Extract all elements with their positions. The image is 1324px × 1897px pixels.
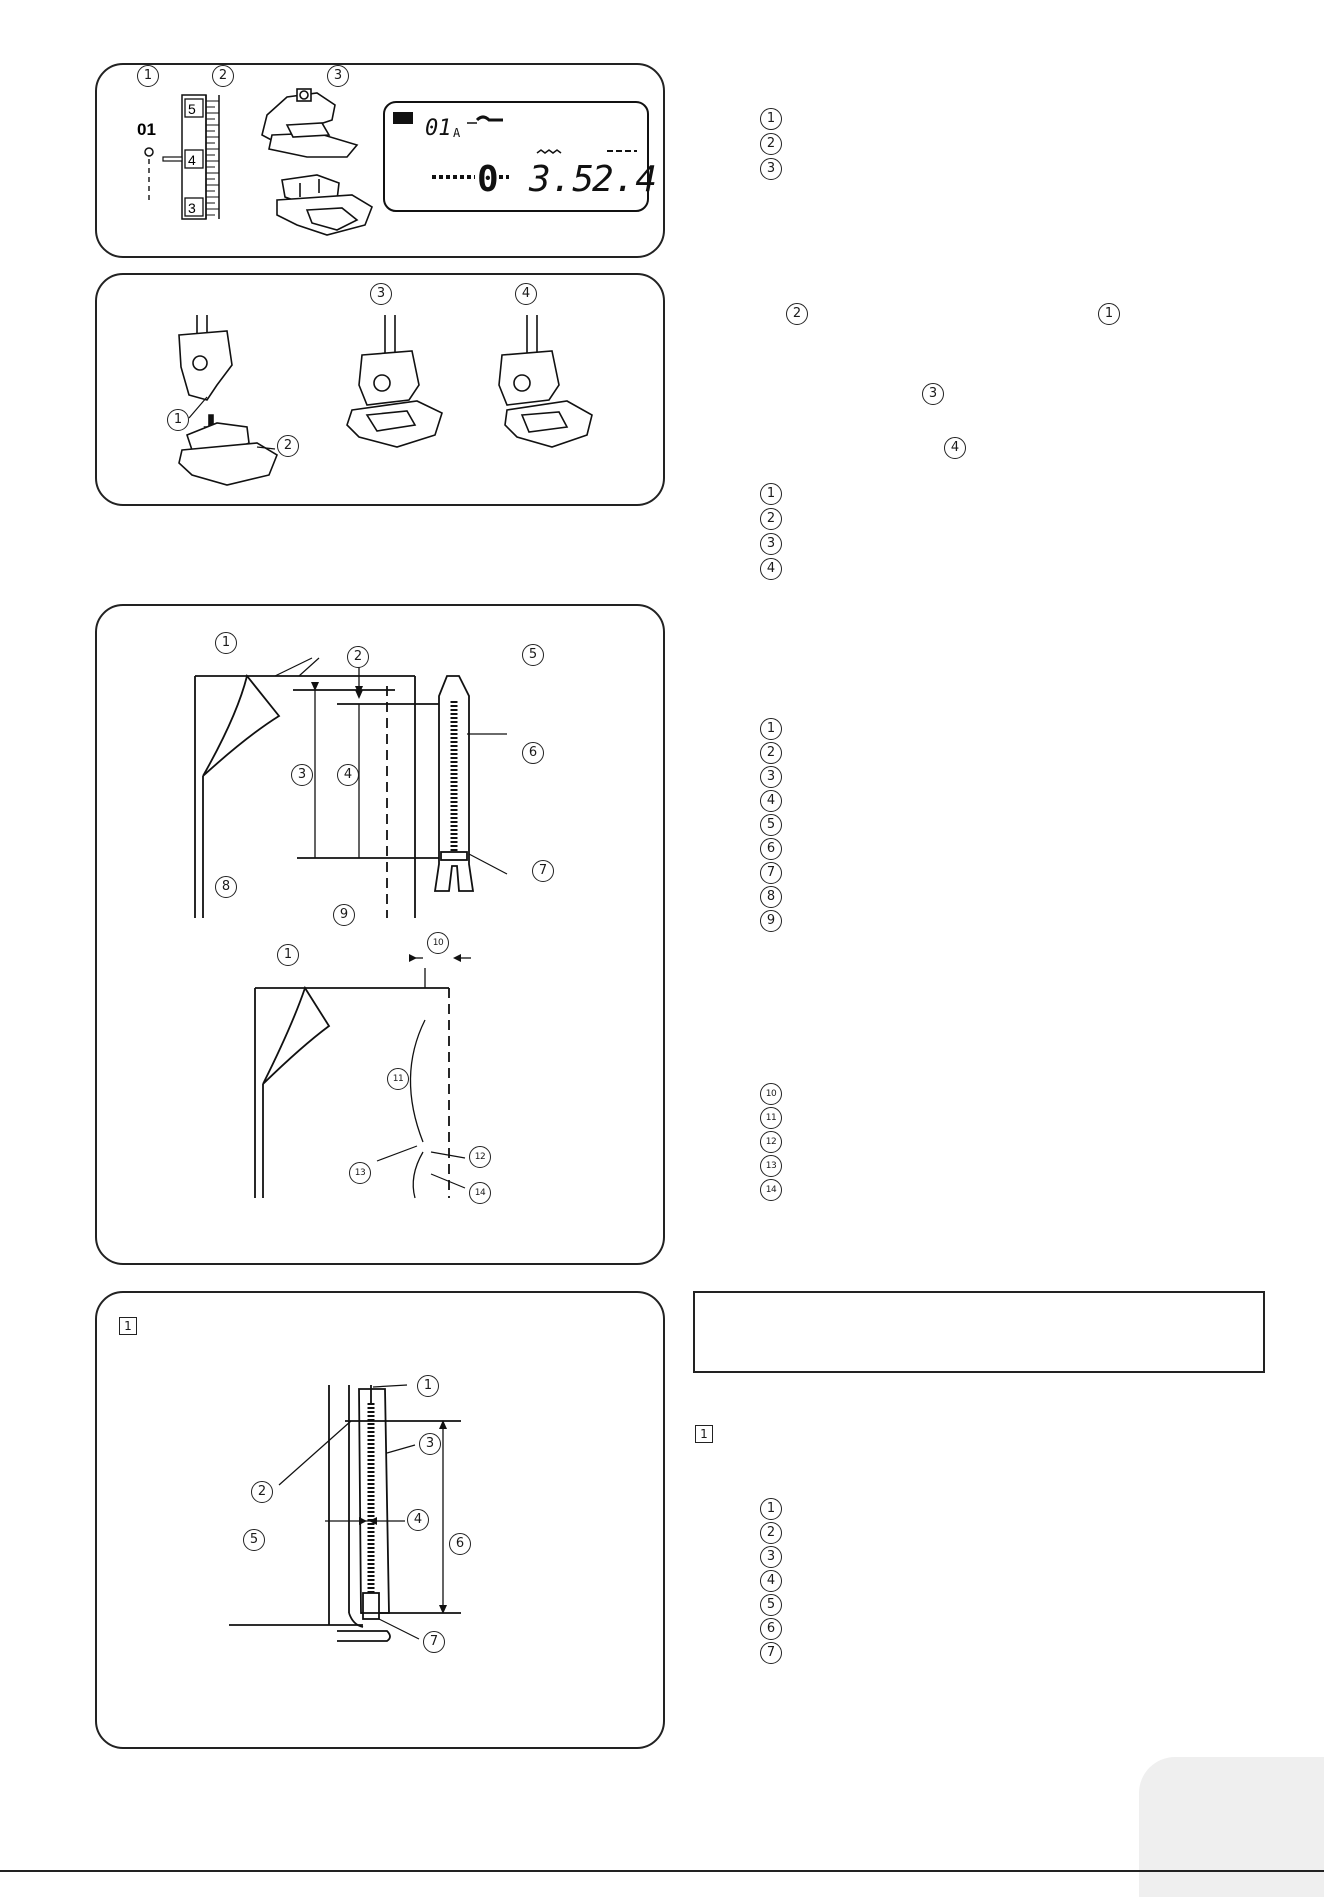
legend-4-3: 3 <box>760 1546 782 1568</box>
callout-2: 2 <box>277 435 299 457</box>
note-box <box>693 1291 1265 1373</box>
callout-2: 2 <box>212 65 234 87</box>
legend-3-8: 8 <box>760 886 782 908</box>
panel-zipper-prep <box>95 604 665 1265</box>
legend-2-2: 2 <box>760 508 782 530</box>
legend-3-5: 5 <box>760 814 782 836</box>
legend-3-4: 4 <box>760 790 782 812</box>
legend-4-5: 5 <box>760 1594 782 1616</box>
legend-3-14: 14 <box>760 1179 782 1201</box>
lcd-stitch-length: 2.4 <box>592 159 658 200</box>
text-callout-4: 4 <box>944 437 966 459</box>
legend-4-2: 2 <box>760 1522 782 1544</box>
lcd-pattern: 01 <box>425 116 452 141</box>
legend-1-2: 2 <box>760 133 782 155</box>
callout-4: 4 <box>515 283 537 305</box>
callout-7: 7 <box>423 1631 445 1653</box>
legend-3-6: 6 <box>760 838 782 860</box>
callout-7: 7 <box>532 860 554 882</box>
callout-14: 14 <box>469 1182 491 1204</box>
dial-label-4: 4 <box>188 152 196 168</box>
legend-2-1: 1 <box>760 483 782 505</box>
callout-4: 4 <box>337 764 359 786</box>
legend-4-4: 4 <box>760 1570 782 1592</box>
legend-3-9: 9 <box>760 910 782 932</box>
dial-label-5: 5 <box>188 101 196 117</box>
legend-1-1: 1 <box>760 108 782 130</box>
panel-foot-attach-art <box>97 275 663 504</box>
legend-3-12: 12 <box>760 1131 782 1153</box>
text-callout-2: 2 <box>786 303 808 325</box>
panel-foot-attach <box>95 273 665 506</box>
pattern-number: 01 <box>137 120 156 139</box>
callout-1-bottom: 1 <box>277 944 299 966</box>
callout-6: 6 <box>449 1533 471 1555</box>
lcd-needle-position: 0 <box>477 159 499 200</box>
legend-3-1: 1 <box>760 718 782 740</box>
step-box-1-text: 1 <box>695 1425 713 1443</box>
callout-9: 9 <box>333 904 355 926</box>
callout-8: 8 <box>215 876 237 898</box>
dial-label-3: 3 <box>188 200 196 216</box>
callout-13: 13 <box>349 1162 371 1184</box>
callout-1: 1 <box>417 1375 439 1397</box>
legend-3-11: 11 <box>760 1107 782 1129</box>
callout-1: 1 <box>167 409 189 431</box>
panel-zipper-sew-art <box>97 1293 663 1747</box>
legend-3-2: 2 <box>760 742 782 764</box>
panel-pattern-settings <box>95 63 665 258</box>
callout-3: 3 <box>327 65 349 87</box>
callout-12: 12 <box>469 1146 491 1168</box>
callout-6: 6 <box>522 742 544 764</box>
legend-4-7: 7 <box>760 1642 782 1664</box>
page-number-tab <box>1139 1757 1324 1897</box>
legend-2-4: 4 <box>760 558 782 580</box>
callout-1: 1 <box>137 65 159 87</box>
legend-3-13: 13 <box>760 1155 782 1177</box>
legend-3-10: 10 <box>760 1083 782 1105</box>
text-callout-1: 1 <box>1098 303 1120 325</box>
callout-2: 2 <box>251 1481 273 1503</box>
legend-4-1: 1 <box>760 1498 782 1520</box>
callout-1-top: 1 <box>215 632 237 654</box>
callout-5: 5 <box>522 644 544 666</box>
legend-1-3: 3 <box>760 158 782 180</box>
callout-3: 3 <box>419 1433 441 1455</box>
callout-11: 11 <box>387 1068 409 1090</box>
callout-2: 2 <box>347 646 369 668</box>
callout-3: 3 <box>291 764 313 786</box>
callout-3: 3 <box>370 283 392 305</box>
legend-3-3: 3 <box>760 766 782 788</box>
lcd-letter: A <box>453 126 461 140</box>
panel-zipper-sew <box>95 1291 665 1749</box>
callout-4: 4 <box>407 1509 429 1531</box>
legend-2-3: 3 <box>760 533 782 555</box>
text-callout-3: 3 <box>922 383 944 405</box>
step-box-1: 1 <box>119 1317 137 1335</box>
panel-zipper-prep-art <box>97 606 663 1263</box>
legend-3-7: 7 <box>760 862 782 884</box>
panel-pattern-settings-art <box>97 65 663 256</box>
callout-10: 10 <box>427 932 449 954</box>
legend-4-6: 6 <box>760 1618 782 1640</box>
callout-5: 5 <box>243 1529 265 1551</box>
lcd-stitch-width: 3.5 <box>529 159 595 200</box>
